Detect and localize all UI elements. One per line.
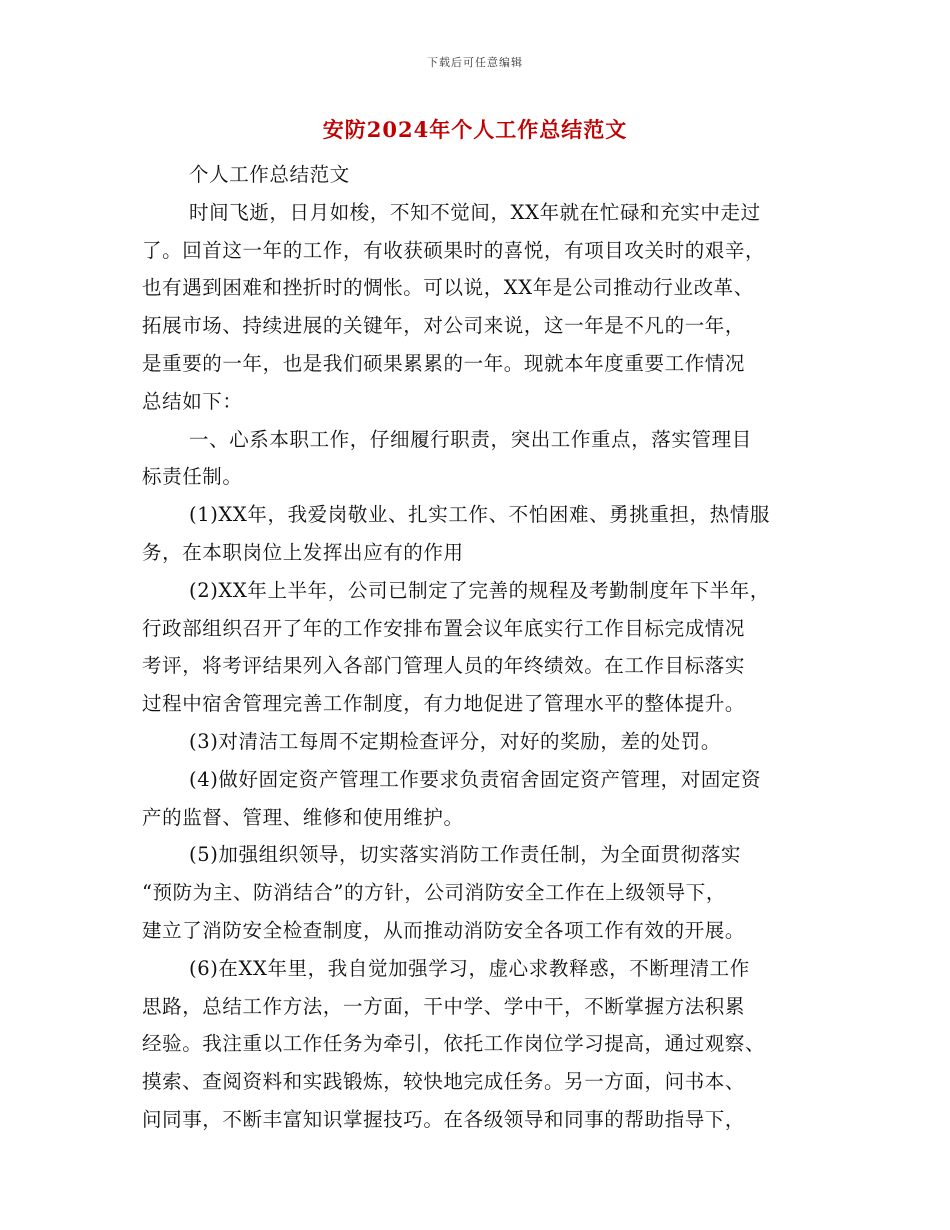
text-line: 也有遇到困难和挫折时的惆怅。可以说，XX年是公司推动行业改革、 xyxy=(142,276,754,300)
text-line: 经验。我注重以工作任务为牵引，依托工作岗位学习提高，通过观察、 xyxy=(142,1032,766,1056)
header-note: 下载后可任意编辑 xyxy=(427,56,523,69)
text-line: 摸索、查阅资料和实践锻炼，较快地完成任务。另一方面，问书本、 xyxy=(142,1070,746,1094)
text-line: 标责任制。 xyxy=(142,465,243,489)
text-line: 建立了消防安全检查制度，从而推动消防安全各项工作有效的开展。 xyxy=(142,918,746,942)
text-line: (1)XX年，我爱岗敬业、扎实工作、不怕困难、勇挑重担，热情服 xyxy=(189,503,770,527)
text-line: (4)做好固定资产管理工作要求负责宿舍固定资产管理，对固定资 xyxy=(189,767,762,791)
text-line: 务，在本职岗位上发挥出应有的作用 xyxy=(142,540,464,564)
text-line: 过程中宿舍管理完善工作制度，有力地促进了管理水平的整体提升。 xyxy=(142,692,746,716)
text-line: 时间飞逝，日月如梭，不知不觉间，XX年就在忙碌和充实中走过 xyxy=(189,200,761,224)
text-line: (6)在XX年里，我自觉加强学习，虚心求教释惑，不断理清工作 xyxy=(189,956,750,980)
text-line: 一、心系本职工作，仔细履行职责，突出工作重点，落实管理目 xyxy=(189,427,752,451)
text-line: 考评，将考评结果列入各部门管理人员的年终绩效。在工作目标落实 xyxy=(142,654,746,678)
text-line: “预防为主、防消结合”的方针，公司消防安全工作在上级领导下， xyxy=(142,881,726,905)
text-line: 拓展市场、持续进展的关键年，对公司来说，这一年是不凡的一年， xyxy=(142,314,746,338)
text-line: (2)XX年上半年，公司已制定了完善的规程及考勤制度年下半年， xyxy=(189,578,770,602)
text-line: 了。回首这一年的工作，有收获硕果时的喜悦，有项目攻关时的艰辛， xyxy=(142,238,766,262)
text-line: 产的监督、管理、维修和使用维护。 xyxy=(142,805,464,829)
text-line: (5)加强组织领导，切实落实消防工作责任制，为全面贯彻落实 xyxy=(189,843,742,867)
text-line: (3)对清洁工每周不定期检查评分，对好的奖励，差的处罚。 xyxy=(189,729,721,753)
text-line: 思路，总结工作方法，一方面，干中学、学中干，不断掌握方法积累 xyxy=(142,994,746,1018)
text-line: 行政部组织召开了年的工作安排布置会议年底实行工作目标完成情况 xyxy=(142,616,746,640)
text-line: 个人工作总结范文 xyxy=(189,163,350,186)
text-line: 总结如下： xyxy=(142,389,243,413)
text-line: 问同事，不断丰富知识掌握技巧。在各级领导和同事的帮助指导下， xyxy=(142,1107,746,1131)
text-line: 是重要的一年，也是我们硕果累累的一年。现就本年度重要工作情况 xyxy=(142,351,746,375)
document-title: 安防2024年个人工作总结范文 xyxy=(322,117,628,142)
document-body xyxy=(142,156,812,1139)
